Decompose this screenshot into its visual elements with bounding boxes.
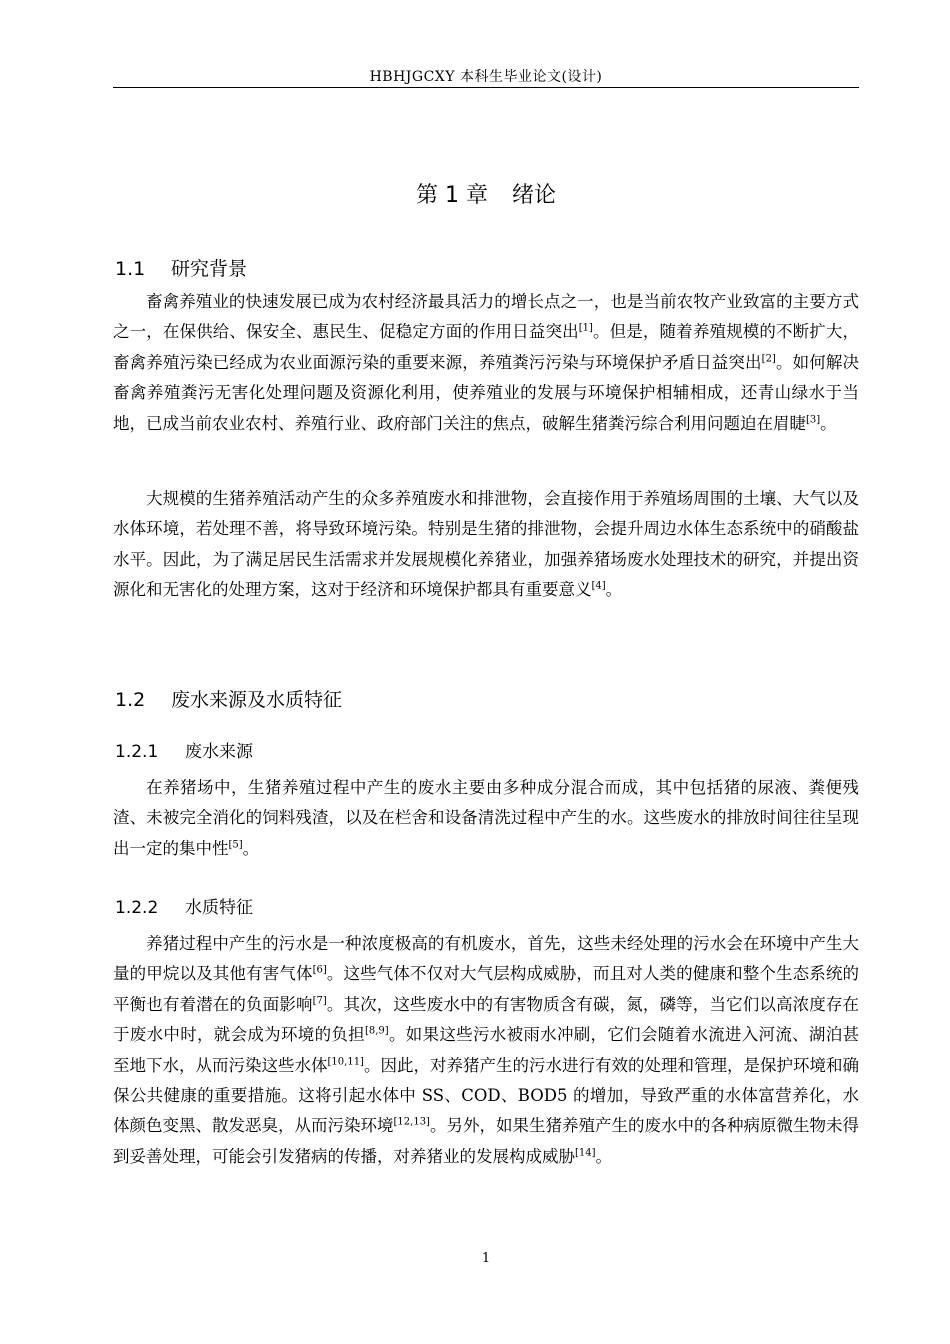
paragraph-text: 。如何解决畜禽养殖粪污无害化处理问题及资源化利用，使养殖业的发展与环境保护相辅相成，还青山绿水于当地，已成当前农业农村、养殖行业、政府部门关注的焦点，破解生猪粪污综合利用问题迫在眉睫 — [113, 352, 860, 433]
paragraph-text: 。但是，随着养殖规模的不断扩大，畜禽养殖污染已经成为农业面源污染的重要来源，养殖粪污污染与环境保护矛盾日益突出 — [113, 322, 860, 372]
section-heading-1-2 — [115, 685, 342, 712]
running-header: HBHJGCXY 本科生毕业论文(设计) — [369, 69, 603, 85]
section-title: 废水来源 — [185, 742, 253, 762]
paragraph-background-2 — [113, 484, 859, 606]
header-rule — [113, 87, 859, 88]
chapter-title — [113, 178, 859, 209]
citation: [5] — [228, 839, 243, 851]
chapter-name: 绪论 — [511, 183, 556, 208]
paragraph-text: 。 — [242, 838, 260, 858]
section-number: 1.2.2 — [115, 898, 159, 918]
paragraph-text: 养猪过程中产生的污水是一种浓度极高的有机废水，首先，这些未经处理的污水会在环境中产生大量的甲烷以及其他有害气体 — [113, 934, 859, 984]
section-title: 研究背景 — [171, 258, 248, 280]
section-heading-1-1 — [115, 254, 247, 281]
paragraph-text: 。另外，如果生猪养殖产生的废水中的各种病原微生物未得到妥善处理，可能会引发猪病的传播，对养猪业的发展构成威胁 — [113, 1116, 860, 1166]
section-number: 1.1 — [115, 258, 146, 280]
section-number: 1.2.1 — [115, 742, 159, 762]
paragraph-text: 。这些气体不仅对大气层构成威胁，而且对人类的健康和整个生态系统的平衡也有着潜在的负面影响 — [113, 964, 860, 1014]
paragraph-background-1 — [113, 287, 859, 439]
citation: [8,9] — [364, 1025, 389, 1037]
citation: [1] — [578, 322, 593, 334]
citation: [7] — [312, 995, 327, 1007]
citation: [2] — [761, 353, 776, 365]
section-heading-1-2-1 — [115, 737, 253, 762]
paragraph-text: 。 — [820, 413, 837, 433]
paragraph-text: 大规模的生猪养殖活动产生的众多养殖废水和排泄物，会直接作用于养殖场周围的土壤、大气以及水体环境，若处理不善，将导致环境污染。特别是生猪的排泄物，会提升周边水体生态系统中的硝酸盐水平。因此，为了满足居民生活需求并发展规模化养猪业，加强养猪场废水处理技术的研究，并提出资源化和无害化的处理方案，这对于经济和环境保护都具有重要意义 — [113, 489, 859, 600]
section-number: 1.2 — [115, 689, 146, 711]
paragraph-text: 。因此，对养猪产生的污水进行有效的处理和管理，是保护环境和确保公共健康的重要措施。这将引起水体中 SS、COD、BOD5 的增加，导致严重的水体富营养化，水体颜色变黑、散发恶臭，从而污染环境 — [113, 1055, 860, 1136]
paragraph-text: 。其次，这些废水中的有害物质含有碳，氮，磷等，当它们以高浓度存在于废水中时，就会成为环境的负担 — [113, 994, 860, 1045]
paragraph-text: 。如果这些污水被雨水冲刷，它们会随着水流进入河流、湖泊甚至地下水，从而污染这些水体 — [113, 1025, 860, 1075]
citation: [12,13] — [393, 1116, 430, 1128]
section-title: 废水来源及水质特征 — [171, 689, 343, 711]
paragraph-text: 畜禽养殖业的快速发展已成为农村经济最具活力的增长点之一，也是当前农牧产业致富的主要方式之一，在保供给、保安全、惠民生、促稳定方面的作用日益突出 — [113, 292, 859, 342]
paragraph-text: 在养猪场中，生猪养殖过程中产生的废水主要由多种成分混合而成，其中包括猪的尿液、粪便残渣、未被完全消化的饲料残渣，以及在栏舍和设备清洗过程中产生的水。这些废水的排放时间往往呈现出一定的集中性 — [113, 778, 859, 858]
paragraph-text: 。 — [595, 1146, 613, 1166]
citation: [3] — [806, 414, 821, 426]
citation: [6] — [312, 964, 327, 976]
paragraph-text: 。 — [605, 580, 623, 600]
citation: [14] — [575, 1147, 596, 1159]
citation: [4] — [591, 580, 606, 592]
paragraph-wastewater-source — [113, 773, 859, 864]
section-heading-1-2-2 — [115, 893, 253, 918]
paragraph-water-quality — [113, 929, 859, 1172]
chapter-number: 第 1 章 — [416, 183, 488, 208]
section-title: 水质特征 — [185, 898, 253, 918]
citation: [10,11] — [327, 1056, 364, 1068]
page-number: 1 — [481, 1251, 491, 1266]
